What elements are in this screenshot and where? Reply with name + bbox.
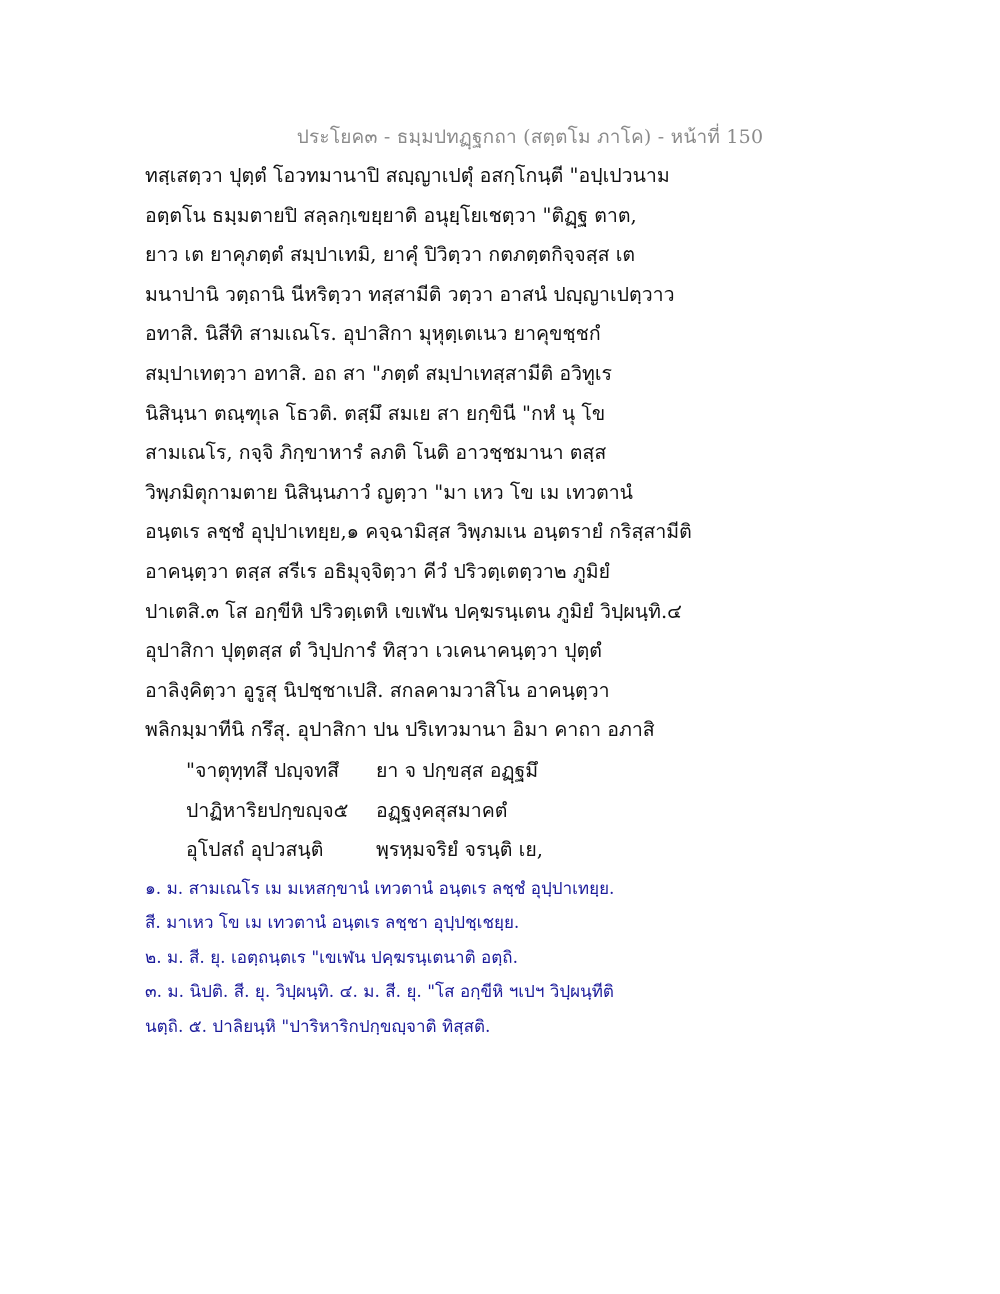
text-line: อทาสิ. นิสีทิ สามเณโร. อุปาสิกา มุหุตฺเตเนว ยาคุขชฺชกํ: [145, 322, 601, 346]
verse-block: [186, 751, 543, 870]
running-title: ประโยค๓ - ธมฺมปทฏฺฐกถา (สตฺตโม ภาโค) - หน้าที่ 150: [296, 126, 764, 148]
footnote-line: ๓. ม. นิปติ. สี. ยุ. วิปฺผนฺทิ. ๔. ม. สี. ยุ. "โส อกฺขีหิ ฯเปฯ วิปฺผนฺทีติ: [145, 982, 614, 1003]
verse-second-half: อฏฺฐงฺคสุสมาคตํ: [376, 798, 508, 822]
verse-second-half: พฺรหฺมจริยํ จรนฺติ เย,: [376, 838, 543, 861]
footnote-line: นตฺถิ. ๕. ปาลิยนฺหิ "ปาริหาริกปกฺขญฺจาติ ทิสฺสติ.: [145, 1016, 491, 1037]
footnote-line: ๑. ม. สามเณโร เม มเหสกฺขานํ เทวตานํ อนฺตเร ลชฺชํ อุปฺปาเทยฺย.: [145, 879, 615, 899]
verse-line: [186, 830, 543, 870]
text-line: อาลิงฺคิตฺวา อูรูสุ นิปชฺชาเปสิ. สกลคามวาสิโน อาคนฺตฺวา: [145, 678, 610, 702]
footnote-line: ๒. ม. สี. ยุ. เอตฺถนฺตเร "เขเฬน ปคฺฆรนฺเตนาติ อตฺถิ.: [145, 947, 518, 968]
running-header: [0, 122, 1000, 152]
footnotes: [145, 872, 745, 1044]
text-line: นิสินฺนา ตณฺฑุเล โธวติ. ตสฺมึ สมเย สา ยกฺขินี "กหํ นุ โข: [145, 401, 606, 425]
text-line: วิพฺภมิตุกามตาย นิสินฺนภาวํ ญตฺวา "มา เหว โข เม เทวตานํ: [145, 480, 634, 504]
text-line: อตฺตโน ธมฺมตายปิ สลฺลกฺเขยฺยาติ อนุยฺโยเชตฺวา "ติฏฺฐ ตาต,: [145, 203, 637, 227]
verse-line: [186, 791, 543, 831]
verse-second-half: ยา จ ปกฺขสฺส อฏฺฐมึ: [376, 759, 539, 782]
verse-line: [186, 751, 543, 791]
text-line: ยาว เต ยาคุภตฺตํ สมฺปาเทมิ, ยาคุํ ปิวิตฺวา กตภตฺตกิจฺจสฺส เต: [145, 243, 636, 267]
text-line: พลิกมฺมาทีนิ กรึสุ. อุปาสิกา ปน ปริเทวมานา อิมา คาถา อภาสิ: [145, 718, 655, 742]
verse-first-half: อุโปสถํ อุปวสนฺติ: [186, 838, 324, 861]
main-text: [145, 156, 705, 750]
verse-first-half: "จาตุทฺทสึ ปญฺจทสึ: [186, 759, 339, 782]
text-line: ทสฺเสตฺวา ปุตฺตํ โอวทมานาปิ สญฺญาเปตุํ อสกฺโกนฺตี "อปฺเปวนาม: [145, 164, 670, 187]
text-line: อนฺตเร ลชฺชํ อุปฺปาเทยฺย,๑ คจฺฉามิสฺส วิพฺภมเน อนฺตรายํ กริสฺสามีติ: [145, 520, 692, 544]
text-line: สมฺปาเทตฺวา อทาสิ. อถ สา "ภตฺตํ สมฺปาเทสฺสามีติ อวิทูเร: [145, 361, 613, 385]
text-line: ปาเตสิ.๓ โส อกฺขีหิ ปริวตฺเตหิ เขเฬน ปคฺฆรนฺเตน ภูมิยํ วิปฺผนฺทิ.๔: [145, 599, 682, 623]
verse-first-half: ปาฏิหาริยปกฺขญฺจ๕: [186, 798, 349, 822]
text-line: อุปาสิกา ปุตฺตสฺส ตํ วิปฺปการํ ทิสฺวา เวเคนาคนฺตฺวา ปุตฺตํ: [145, 639, 602, 663]
footnote-line: สี. มาเหว โข เม เทวตานํ อนฺตเร ลชฺชา อุปฺปชฺเชยฺย.: [145, 913, 520, 934]
text-line: สามเณโร, กจฺจิ ภิกฺขาหารํ ลภติ โนติ อาวชฺชมานา ตสฺส: [145, 441, 607, 465]
text-line: อาคนฺตฺวา ตสฺส สรีเร อธิมุจฺจิตฺวา คีวํ ปริวตฺเตตฺวา๒ ภูมิยํ: [145, 559, 610, 583]
text-line: มนาปานิ วตฺถานิ นีหริตฺวา ทสฺสามีติ วตฺวา อาสนํ ปญฺญาเปตฺวาว: [145, 282, 675, 306]
